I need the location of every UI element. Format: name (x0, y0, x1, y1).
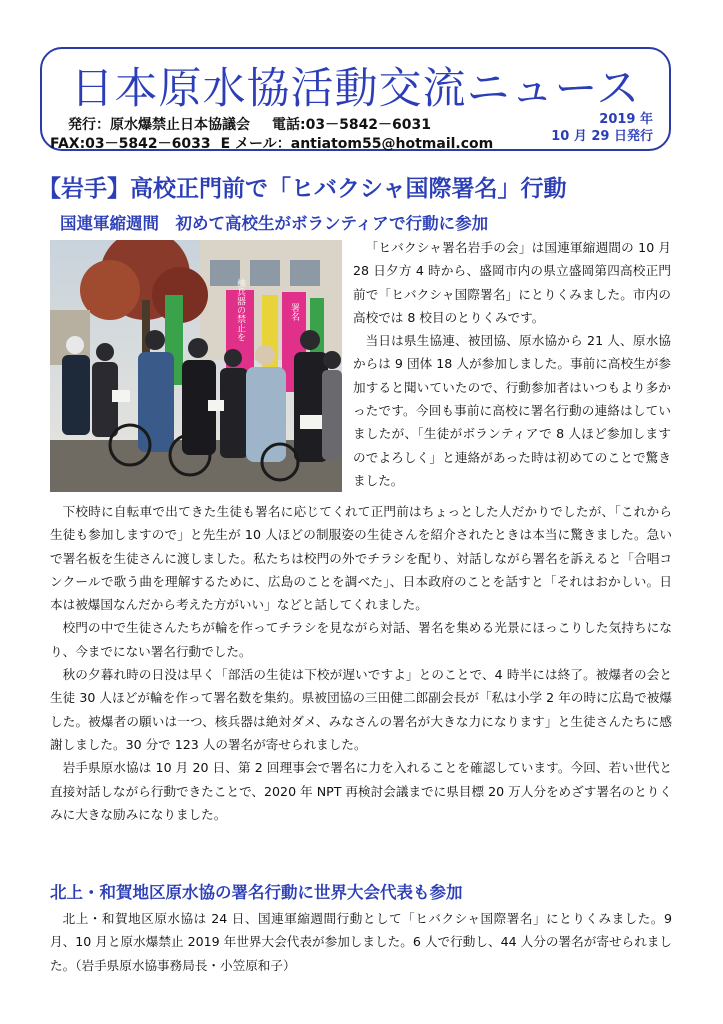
section2-text (50, 907, 672, 977)
issue-day: 10 月 29 日発行 (551, 129, 653, 144)
issue-year: 2019 年 (599, 112, 653, 127)
section2-title: 北上・和賀地区原水協の署名行動に世界大会代表も参加 (50, 883, 463, 902)
banner-text-2: 署名 (289, 303, 299, 321)
article-paragraph: 校門の中で生徒さんたちが輪を作ってチラシを見ながら対話、署名を集める光景にほっこりした気持ちになり、今までにない署名行動でした。 (50, 620, 672, 659)
publisher: 発行：原水爆禁止日本協議会 (68, 117, 250, 133)
phone: 電話:03－5842－6031 (272, 117, 432, 133)
article-paragraph: 下校時に自転車で出てきた生徒も署名に応じてくれて正門前はちょっとした人だかりでしたが、「これから生徒も参加しますので」と先生が 10 人ほどの制服姿の生徒さんを紹介されたときは本当に驚きました。急いで署名板を生徒さんに渡しました。私たちは校門の外でチラシを配り、対話しながら署名を訴えると「合唱コンクールで歌う曲を理解するために、広島のことを調べた」、日本政府のことを話すと「それはおかしい。日本は被爆国なんだから考えた方がいい」などと話してくれました。 (50, 504, 672, 613)
article-full-text (50, 500, 672, 826)
fax: FAX:03－5842－6033 (50, 136, 211, 152)
article-headline: 【岩手】高校正門前で「ヒバクシャ国際署名」行動 (38, 176, 567, 202)
article-paragraph: 秋の夕暮れ時の日没は早く「部活の生徒は下校が遅いですよ」とのことで、4 時半には終了。被爆者の会と生徒 30 人ほどが輪を作って署名数を集約。県被団協の三田健二郎副会長が「私は小学 2 年の時に広島で被爆した。被爆者の願いは一つ、核兵器は絶対ダメ、みなさんの署名が大きな力になります」と生徒さんたちに感謝しました。30 分で 123 人の署名が寄せられました。 (50, 667, 672, 752)
article-column-text (353, 236, 671, 492)
article-paragraph: 当日は県生協連、被団協、原水協から 21 人、原水協からは 9 団体 18 人が参加しました。事前に高校生が参加すると聞いていたので、行動参加者はいつもより多かったです。今回も事前に高校に署名行動の連絡はしていましたが、「生徒がボランティアで 8 人ほど参加しますのでよろしく」と連絡があった時は初めてのことで驚きました。 (353, 333, 671, 488)
photo-illustration (50, 240, 342, 492)
banner-text: 核兵器の禁止を (235, 278, 245, 342)
article-subhead: 国連軍縮週間 初めて高校生がボランティアで行動に参加 (60, 214, 489, 233)
email: E メール：antiatom55@hotmail.com (220, 136, 494, 152)
article-paragraph: 「ヒバクシャ署名岩手の会」は国連軍縮週間の 10 月 28 日夕方 4 時から、盛岡市内の県立盛岡第四高校正門前で「ヒバクシャ国際署名」にとりくみました。市内の高校では 8 校目のとりくみです。 (353, 240, 671, 325)
section2-paragraph: 北上・和賀地区原水協は 24 日、国連軍縮週間行動として「ヒバクシャ国際署名」にとりくみました。9 月、10 月と原水爆禁止 2019 年世界大会代表が参加しました。6 人で行動し、44 人分の署名が寄せられました。（岩手県原水協事務局長・小笠原和子） (50, 911, 672, 973)
article-paragraph: 岩手県原水協は 10 月 20 日、第 2 回理事会で署名に力を入れることを確認しています。今回、若い世代と直接対話しながら行動できたことで、2020 年 NPT 再検討会議までに県目標 20 万人分をめざす署名のとりくみに大きな励みになりました。 (50, 760, 672, 822)
contact-line (50, 133, 493, 153)
newsletter-title: 日本原水協活動交流ニュース (70, 64, 641, 114)
publisher-line (68, 114, 431, 134)
issue-date (551, 111, 653, 145)
event-photo (50, 240, 342, 492)
masthead (40, 47, 671, 151)
